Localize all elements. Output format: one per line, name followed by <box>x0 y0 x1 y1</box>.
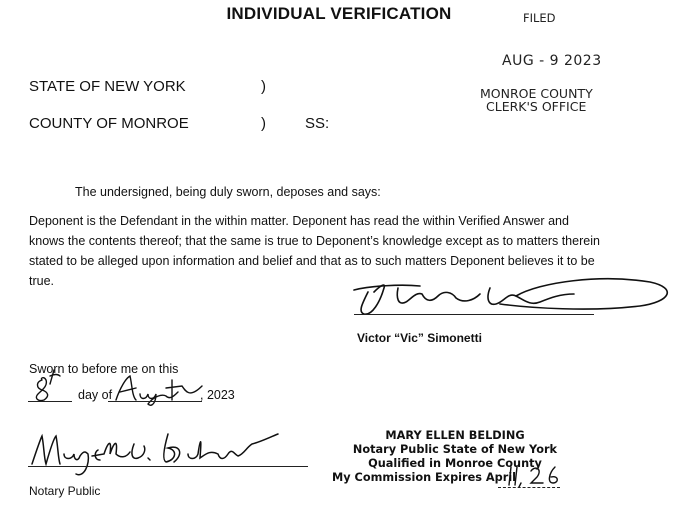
deposition-line-2: knows the contents thereof; that the same is true to Deponent’s knowledge except as to matters therein <box>29 234 600 248</box>
notary-stamp-line-2: Notary Public State of New York <box>352 443 558 456</box>
venue-state: STATE OF NEW YORK <box>29 78 186 95</box>
jurat-month-line <box>108 401 202 402</box>
jurat-month-handwritten <box>110 370 210 410</box>
jurat-day-of: day of <box>78 388 113 402</box>
notary-stamp-line-4: My Commission Expires April <box>332 471 517 484</box>
deposition-line-1: Deponent is the Defendant in the within matter. Deponent has read the within Verified Answer and <box>29 214 569 228</box>
filed-stamp-date: AUG - 9 2023 <box>502 53 602 69</box>
deposition-intro: The undersigned, being duly sworn, deposes and says: <box>75 185 381 199</box>
filed-stamp-county: MONROE COUNTY <box>480 86 593 101</box>
venue-county: COUNTY OF MONROE <box>29 115 189 132</box>
document-title: INDIVIDUAL VERIFICATION <box>226 4 452 23</box>
filed-stamp-office: CLERK'S OFFICE <box>486 99 587 114</box>
jurat-sworn: Sworn to before me on this <box>29 362 179 376</box>
deponent-signature-line <box>354 314 594 315</box>
deposition-line-3: stated to be alleged upon information and belief and that as to such matters Deponent believes it to be <box>29 254 595 268</box>
notary-signature <box>28 424 298 484</box>
notary-public-label: Notary Public <box>29 484 101 498</box>
deposition-line-4: true. <box>29 274 55 288</box>
jurat-year: , 2023 <box>200 388 235 402</box>
notary-expiry-handwritten <box>505 463 565 489</box>
notary-expiry-line <box>498 487 560 488</box>
venue-paren-2: ) <box>261 115 266 132</box>
notary-stamp-name: MARY ELLEN BELDING <box>385 429 525 442</box>
jurat-day-line <box>28 401 72 402</box>
filed-stamp-status: FILED <box>523 11 556 25</box>
jurat-day-handwritten <box>28 366 78 406</box>
venue-ss: SS: <box>305 115 330 132</box>
notary-stamp-line-3: Qualified in Monroe County <box>368 457 542 470</box>
deponent-signature <box>340 262 680 322</box>
notary-signature-line <box>28 466 308 467</box>
deponent-name: Victor “Vic” Simonetti <box>357 331 482 345</box>
venue-paren-1: ) <box>261 78 266 95</box>
